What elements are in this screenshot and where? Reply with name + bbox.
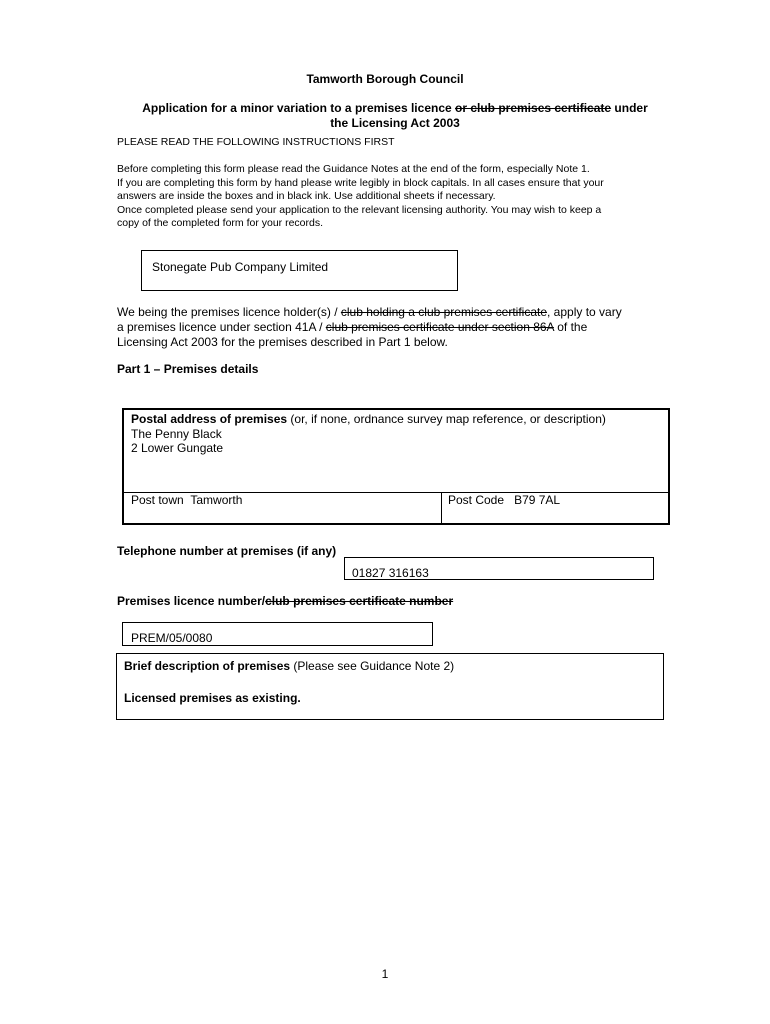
postal-address-box bbox=[122, 408, 670, 525]
instructions-line: copy of the completed form for your records. bbox=[117, 217, 324, 230]
post-code-field[interactable] bbox=[448, 493, 560, 507]
telephone-label: Telephone number at premises (if any) bbox=[117, 544, 337, 558]
form-heading-line2: the Licensing Act 2003 bbox=[330, 116, 460, 130]
heading-strike: or club premises certificate bbox=[455, 101, 612, 115]
description-box[interactable] bbox=[116, 653, 664, 720]
postal-label: Postal address of premises bbox=[131, 412, 288, 426]
heading-part2: under bbox=[611, 101, 648, 115]
post-town-value: Tamworth bbox=[190, 493, 243, 507]
part1-title: Part 1 – Premises details bbox=[117, 362, 259, 376]
postal-hint: (or, if none, ordnance survey map reference, or description) bbox=[287, 412, 606, 426]
applicant-name: Stonegate Pub Company Limited bbox=[152, 260, 329, 274]
post-code-value: B79 7AL bbox=[514, 493, 561, 507]
description-value: Licensed premises as existing. bbox=[124, 691, 301, 705]
statement-text: We being the premises licence holder(s) / bbox=[117, 305, 341, 319]
post-town-field[interactable] bbox=[131, 493, 242, 507]
address-line2[interactable]: 2 Lower Gungate bbox=[131, 441, 224, 455]
post-town-label: Post town bbox=[131, 493, 184, 507]
statement-strike: club premises certificate under section 86A bbox=[325, 320, 554, 334]
description-hint: (Please see Guidance Note 2) bbox=[290, 659, 455, 673]
licence-label: Premises licence number/ bbox=[117, 594, 266, 608]
address-vertical-divider bbox=[441, 492, 442, 523]
licence-label-strike: club premises certificate number bbox=[265, 594, 454, 608]
description-label: Brief description of premises bbox=[124, 659, 291, 673]
telephone-box[interactable] bbox=[344, 557, 654, 580]
licence-number-value: PREM/05/0080 bbox=[131, 631, 213, 645]
instructions-body bbox=[117, 163, 677, 231]
statement-line bbox=[117, 305, 677, 320]
statement-line bbox=[117, 320, 677, 335]
licence-number-box[interactable] bbox=[122, 622, 433, 646]
statement-line: Licensing Act 2003 for the premises described in Part 1 below. bbox=[117, 335, 448, 349]
page-number: 1 bbox=[381, 967, 389, 981]
applicant-name-box[interactable] bbox=[141, 250, 458, 291]
instructions-line: If you are completing this form by hand please write legibly in block capitals. In all cases ensure that your bbox=[117, 176, 604, 189]
council-name: Tamworth Borough Council bbox=[306, 72, 464, 86]
instructions-line: Before completing this form please read the Guidance Notes at the end of the form, especially Note 1. bbox=[117, 163, 590, 175]
statement-text: , apply to vary bbox=[547, 305, 622, 319]
description-label-row bbox=[124, 659, 454, 673]
heading-part1: Application for a minor variation to a premises licence bbox=[142, 101, 455, 115]
postal-address-label bbox=[131, 412, 606, 426]
form-heading bbox=[0, 101, 770, 115]
statement-text: of the bbox=[553, 320, 588, 334]
statement-text: a premises licence under section 41A / bbox=[117, 320, 326, 334]
instructions-line: Once completed please send your application to the relevant licensing authority. You may wish to keep a bbox=[117, 203, 602, 216]
telephone-value: 01827 316163 bbox=[352, 566, 429, 580]
applicant-statement bbox=[117, 305, 677, 350]
post-code-label: Post Code bbox=[448, 493, 505, 507]
licence-number-label bbox=[117, 594, 453, 609]
address-line1[interactable]: The Penny Black bbox=[131, 427, 222, 441]
instructions-line: answers are inside the boxes and in black ink. Use additional sheets if necessary. bbox=[117, 190, 496, 203]
statement-strike: club holding a club premises certificate bbox=[340, 305, 547, 319]
instructions-title: PLEASE READ THE FOLLOWING INSTRUCTIONS FIRST bbox=[117, 136, 395, 148]
